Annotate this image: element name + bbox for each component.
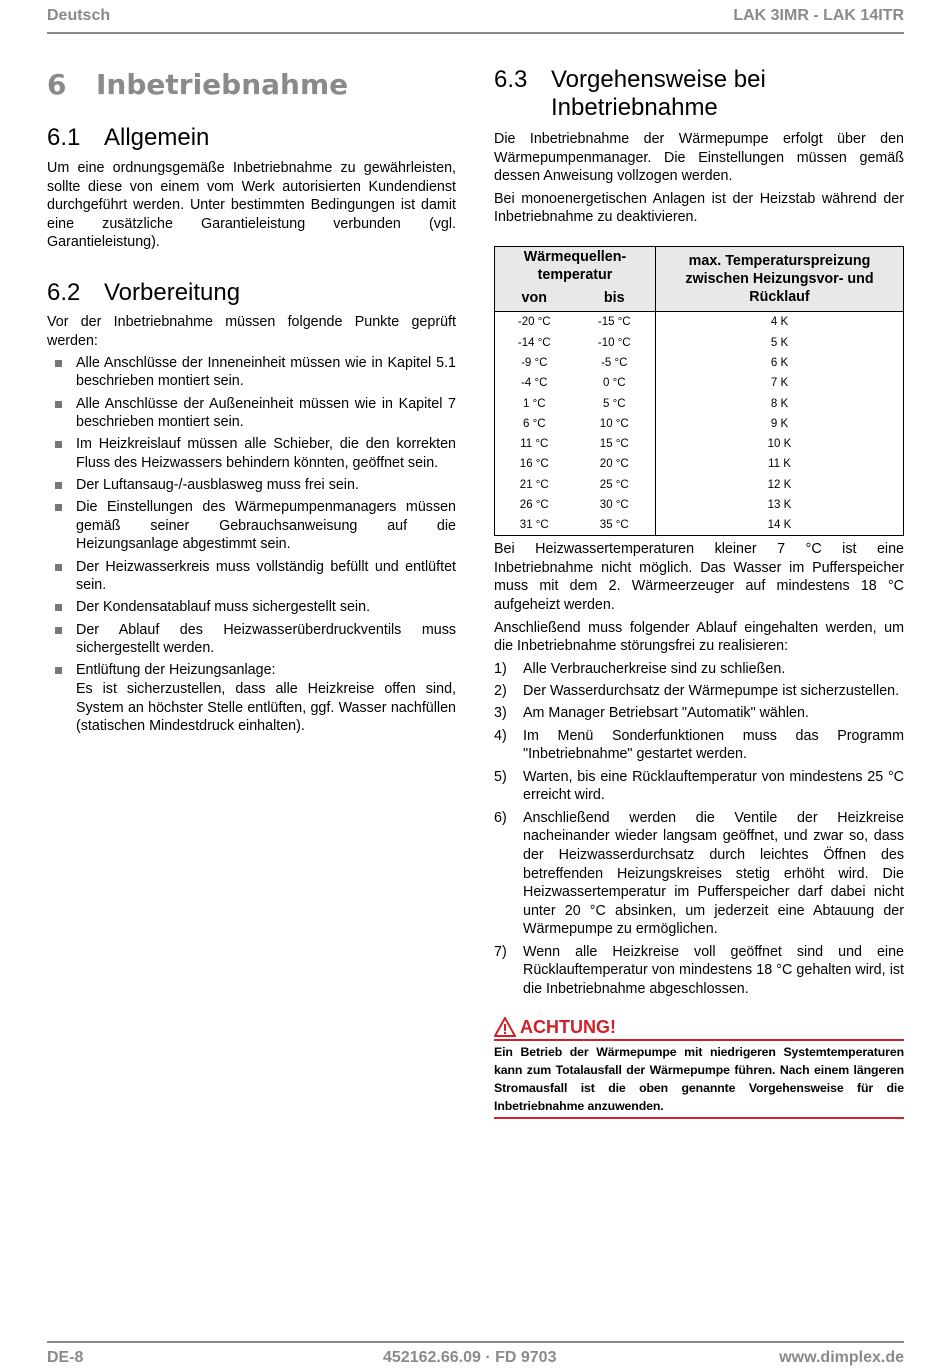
- list-item: Die Einstellungen des Wärmepumpenmanagers müssen gemäß seiner Gebrauchsanweisung auf die Heizungsanlage abgestimmt sein.: [47, 498, 456, 554]
- chapter-title: Inbetriebnahme: [96, 68, 349, 101]
- step-number: 6): [494, 809, 507, 826]
- section-6-1-text: Um eine ordnungsgemäße Inbetriebnahme zu gewährleisten, sollte diese von einem vom Werk autorisierten Kundendienst durchgeführt werden. Unter bestimmten Bedingungen ist damit eine zusätzliche Garantieleistung verbunden (vgl. Garantieleistung).: [47, 160, 456, 251]
- low-temperature-note: Bei Heizwassertemperaturen kleiner 7 °C ist eine Inbetriebnahme nicht möglich. Das Wasser im Pufferspeicher muss mit dem 2. Wärmeerzeuger auf mindestens 18 °C aufgeheizt werden.: [494, 541, 904, 613]
- right-column: [494, 66, 904, 1119]
- section-6-3-para-1: Die Inbetriebnahme der Wärmepumpe erfolgt über den Wärmepumpenmanager. Die Einstellungen müssen gemäß dessen Anweisung vollzogen werden.: [494, 131, 904, 185]
- list-item-detail: Es ist sicherzustellen, dass alle Heizkreise offen sind, System an höchster Stelle entlüften, ggf. Wasser nachfüllen (statischen Mindestdruck einhalten).: [76, 681, 456, 735]
- table-header-to: bis: [574, 284, 656, 312]
- cell-spread: 9 K: [656, 414, 904, 434]
- table-row: [495, 515, 904, 536]
- step-number: 1): [494, 660, 507, 677]
- list-item: [494, 704, 904, 723]
- table-header-spread: max. Temperaturspreizung zwischen Heizungsvor- und Rücklauf: [656, 246, 904, 312]
- warning-triangle-icon: [494, 1017, 516, 1037]
- cell-from: -9 °C: [495, 353, 574, 373]
- cell-spread: 4 K: [656, 312, 904, 333]
- cell-to: 30 °C: [599, 498, 629, 511]
- cell-spread: 12 K: [656, 475, 904, 495]
- sequence-intro: Anschließend muss folgender Ablauf eingehalten werden, um die Inbetriebnahme störungsfrei zu realisieren:: [494, 619, 904, 655]
- list-item: Alle Anschlüsse der Inneneinheit müssen wie in Kapitel 5.1 beschrieben montiert sein.: [47, 354, 456, 391]
- cell-from: 16 °C: [495, 454, 574, 474]
- step-text: Anschließend werden die Ventile der Heizkreise nacheinander wieder langsam geöffnet, und zwar so, dass der Heizwasserdurchsatz durch leichtes Öffnen des betreffenden Heizungskreises stetig erhöht wird. Die Heizwassertemperatur im Pufferspeicher darf dabei nicht unter 20 °C absinken, um jederzeit eine Abtauung der Wärmepumpe zu ermöglichen.: [523, 809, 904, 938]
- temperature-spread-table: [494, 246, 904, 536]
- list-item: Alle Anschlüsse der Außeneinheit müssen wie in Kapitel 7 beschrieben montiert sein.: [47, 395, 456, 432]
- cell-spread: 10 K: [656, 434, 904, 454]
- cell-spread: 14 K: [656, 515, 904, 536]
- cell-spread: 11 K: [656, 454, 904, 474]
- step-number: 4): [494, 727, 507, 744]
- header-model: LAK 3IMR - LAK 14ITR: [733, 7, 904, 24]
- list-item: [494, 809, 904, 939]
- step-number: 3): [494, 705, 507, 722]
- list-item: [494, 943, 904, 999]
- footer-website: www.dimplex.de: [779, 1349, 904, 1366]
- cell-from: 1 °C: [495, 393, 574, 413]
- list-item: Der Ablauf des Heizwasserüberdruckventils muss sichergestellt werden.: [47, 621, 456, 658]
- cell-to: -10 °C: [597, 336, 631, 349]
- list-item: [494, 727, 904, 764]
- section-title-line: Inbetriebnahme: [551, 94, 718, 121]
- list-item: Der Heizwasserkreis muss vollständig befüllt und entlüftet sein.: [47, 558, 456, 595]
- step-text: Alle Verbraucherkreise sind zu schließen.: [523, 660, 786, 677]
- cell-to: 10 °C: [599, 417, 629, 430]
- step-text: Im Menü Sonderfunktionen muss das Programm "Inbetriebnahme" gestartet werden.: [523, 727, 904, 763]
- section-number: 6.2: [47, 278, 81, 306]
- footer-rule: [47, 1341, 904, 1343]
- table-header-source: Wärmequellen-temperatur: [495, 246, 656, 284]
- section-number: 6.1: [47, 124, 81, 151]
- cell-spread: 5 K: [656, 332, 904, 352]
- chapter-number: 6: [47, 68, 67, 101]
- header-language: Deutsch: [47, 7, 111, 24]
- section-title: [551, 66, 766, 122]
- table-row: [495, 373, 904, 393]
- table-row: [495, 332, 904, 352]
- section-title: Allgemein: [104, 124, 210, 151]
- cell-from: 11 °C: [495, 434, 574, 454]
- list-item: [494, 768, 904, 805]
- footer-doc-number: 452162.66.09 · FD 9703: [383, 1349, 557, 1366]
- step-text: Warten, bis eine Rücklauftemperatur von mindestens 25 °C erreicht wird.: [523, 768, 904, 804]
- step-text: Wenn alle Heizkreise voll geöffnet sind und eine Rücklauftemperatur von mindestens 18 °C gehalten wird, ist die Inbetriebnahme abgeschlossen.: [523, 943, 904, 997]
- cell-to: 35 °C: [574, 515, 656, 536]
- cell-to: 5 °C: [603, 397, 626, 410]
- cell-to: -5 °C: [601, 356, 628, 369]
- section-number: 6.3: [494, 66, 528, 93]
- footer-page-number: DE-8: [47, 1349, 84, 1366]
- table-row: [495, 434, 904, 454]
- left-column: [47, 66, 456, 736]
- table-row: [495, 454, 904, 474]
- cell-spread: 8 K: [656, 393, 904, 413]
- section-title: Vorbereitung: [104, 278, 241, 306]
- step-number: 7): [494, 943, 507, 960]
- cell-from: 21 °C: [495, 475, 574, 495]
- table-row: [495, 312, 904, 333]
- section-6-3-heading: [494, 66, 904, 122]
- table-row: [495, 495, 904, 515]
- section-6-3-para-2: Bei monoenergetischen Anlagen ist der Heizstab während der Inbetriebnahme zu deaktivieren.: [494, 190, 904, 226]
- cell-from: 31 °C: [495, 515, 574, 536]
- list-item: Der Kondensatablauf muss sichergestellt sein.: [47, 598, 456, 617]
- cell-spread: 6 K: [656, 353, 904, 373]
- step-text: Am Manager Betriebsart "Automatik" wählen.: [523, 705, 809, 722]
- list-item: [494, 660, 904, 679]
- cell-spread: 7 K: [656, 373, 904, 393]
- cell-to: 20 °C: [599, 458, 629, 471]
- section-title-line: Vorgehensweise bei: [551, 66, 766, 93]
- table-body: [495, 312, 904, 536]
- table-row: [495, 393, 904, 413]
- cell-from: 26 °C: [495, 495, 574, 515]
- section-6-2-heading: [47, 279, 456, 307]
- chapter-heading: [47, 66, 456, 104]
- cell-to: 0 °C: [603, 377, 626, 390]
- list-item: Im Heizkreislauf müssen alle Schieber, die den korrekten Fluss des Heizwassers behindern könnten, geöffnet sein.: [47, 435, 456, 472]
- table-row: [495, 353, 904, 373]
- step-number: 2): [494, 683, 507, 700]
- cell-from: 6 °C: [495, 414, 574, 434]
- list-item: [47, 661, 456, 735]
- table-row: [495, 414, 904, 434]
- table-header-from: von: [495, 284, 574, 312]
- cell-from: -14 °C: [495, 332, 574, 352]
- cell-from: -4 °C: [495, 373, 574, 393]
- commissioning-steps: [494, 660, 904, 999]
- header-rule: [47, 32, 904, 34]
- list-item: Der Luftansaug-/-ausblasweg muss frei sein.: [47, 476, 456, 495]
- warning-box: [494, 1016, 904, 1119]
- warning-text: Ein Betrieb der Wärmepumpe mit niedrigeren Systemtemperaturen kann zum Totalausfall der Wärmepumpe führen. Nach einem längeren Stromausfall ist die oben genannte Vorgehensweise für die Inbetriebnahme anzuwenden.: [494, 1041, 904, 1119]
- cell-spread: 13 K: [656, 495, 904, 515]
- warning-title: ACHTUNG!: [520, 1016, 616, 1037]
- cell-from: -20 °C: [495, 312, 574, 333]
- list-item: [494, 682, 904, 701]
- cell-to: 25 °C: [599, 478, 629, 491]
- cell-to: 15 °C: [599, 438, 629, 451]
- section-6-2-intro: Vor der Inbetriebnahme müssen folgende Punkte geprüft werden:: [47, 313, 456, 349]
- warning-header: [494, 1016, 904, 1041]
- step-text: Der Wasserdurchsatz der Wärmepumpe ist sicherzustellen.: [523, 683, 900, 700]
- list-item-title: Entlüftung der Heizungsanlage:: [76, 662, 276, 679]
- step-number: 5): [494, 768, 507, 785]
- table-row: [495, 475, 904, 495]
- section-6-1-heading: [47, 124, 456, 152]
- preparation-checklist: [47, 354, 456, 736]
- cell-to: -15 °C: [597, 316, 631, 329]
